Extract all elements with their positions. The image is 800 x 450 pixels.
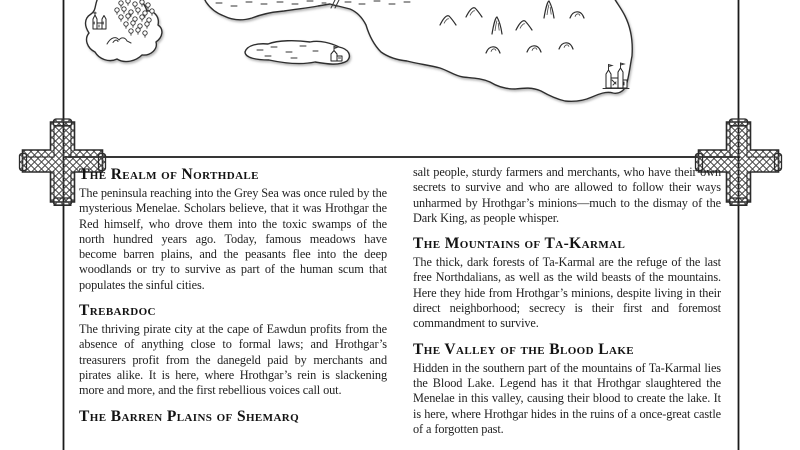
article-body <box>79 163 721 437</box>
section-heading-mountains-of-ta-karmal: The Mountains of Ta-Karmal <box>413 235 626 253</box>
section-heading-trebardoc: Trebardoc <box>79 302 156 320</box>
section-heading-valley-of-the-blood-lake: The Valley of the Blood Lake <box>413 340 635 358</box>
map <box>86 0 633 101</box>
section-body-continuation: salt people, sturdy farmers and merchants, who have their own secrets to survive and who are allowed to follow their ways unharmed by Hrothgar’s minions—much to the dismay of the Dark King, as people whisper. <box>413 165 721 225</box>
article-column-left <box>79 163 387 437</box>
section-body-valley-of-the-blood-lake: Hidden in the southern part of the mountains of Ta-Karmal lies the Blood Lake. Legend has it that Hrothgar slaughtered the Menelae in this valley, causing their blood to create the lake. It is here, where Hrothgar hides in the ruins of a once-great castle of a forgotten past. <box>413 360 721 436</box>
article-column-right <box>413 163 721 437</box>
section-body-trebardoc: The thriving pirate city at the cape of Eawdun profits from the absence of anything close to formal laws; and Hrothgar’s treasurers profit from the danegeld paid by merchants and pirates alike. It is here, where Hrothgar’s rein is slackening more and more, and the first rebellious voices call out. <box>79 322 387 398</box>
swamp-island <box>245 41 349 64</box>
section-body-realm-of-northdale: The peninsula reaching into the Grey Sea was once ruled by the mysterious Menelae. Scholars believe, that it was Hrothgar the Red himself, who drove them into the toxic swamps of the north hundred years ago. Today, famous meadows have become barren plains, and the peasants flee into the deep woodlands or try to survive as part of the human scum that populates the sinful cities. <box>79 186 387 292</box>
section-heading-realm-of-northdale: The Realm of Northdale <box>79 166 259 183</box>
section-body-mountains-of-ta-karmal: The thick, dark forests of Ta-Karmal are the refuge of the last free Northdalians, as well as the wild beasts of the mountains. Here they hide from Hrothgar’s minions, despite living in their direct neighborhood; secrecy is their first and foremost commandment to survive. <box>413 255 721 331</box>
section-heading-barren-plains-of-shemarq: The Barren Plains of Shemarq <box>79 407 300 425</box>
left-island <box>86 0 162 62</box>
